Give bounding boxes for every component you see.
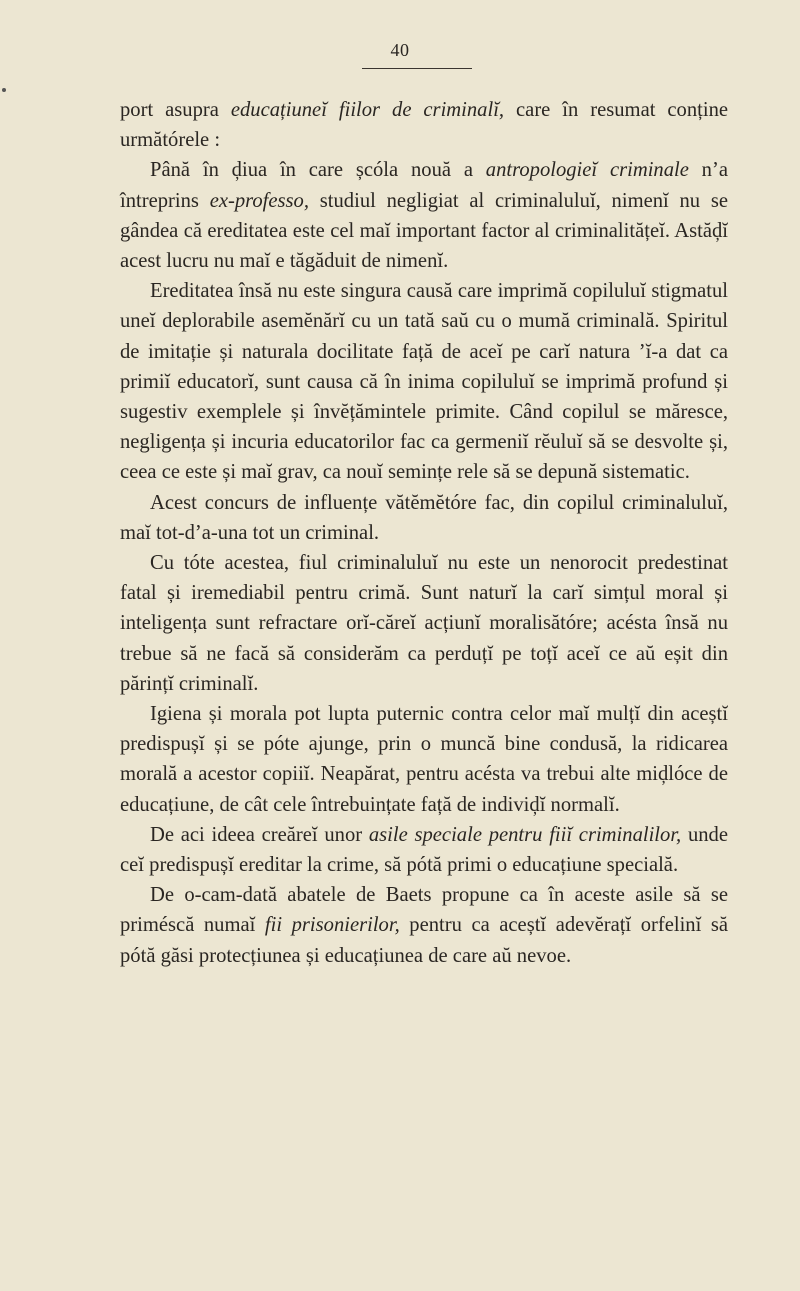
page-number: 40 bbox=[390, 40, 410, 60]
paragraph bbox=[120, 548, 728, 699]
paragraph bbox=[120, 880, 728, 971]
text-run: Cu tóte acestea, fiul criminaluluĭ nu este un nenorocit predestinat fatal și iremediabil pentru crimă. Sunt naturĭ la carĭ simțul moral și inteligența sunt refractare orĭ-căreĭ acțiunĭ moralisătóre; acésta însă nu trebue să ne facă să considerăm ca perduțĭ pe toțĭ aceĭ ce aŭ eșit din părințĭ criminalĭ. bbox=[120, 552, 728, 695]
text-run: Acest concurs de influențe vătĕmĕtóre fac, din copilul criminaluluĭ, maĭ tot-d’a-una tot un criminal. bbox=[120, 491, 728, 544]
paragraph bbox=[120, 820, 728, 880]
body-text bbox=[120, 95, 728, 971]
paragraph bbox=[120, 488, 728, 548]
scan-speck bbox=[2, 88, 6, 92]
text-run: n’a întreprins bbox=[120, 159, 728, 212]
text-run: Igiena și morala pot lupta puternic contra celor maĭ mulțĭ din aceștĭ predispușĭ și se póte ajunge, prin o muncă bine condusă, la ridicarea morală a acestor copiiĭ. Neapărat, pentru acésta va trebui alte miḑlóce de educațiune, de cât cele întrebuințate față de indiviḑĭ normalĭ. bbox=[120, 703, 728, 816]
text-run: port asupra bbox=[120, 99, 231, 121]
italic-phrase: antropologieĭ criminale bbox=[485, 159, 689, 182]
text-run: unde ceĭ predispușĭ ereditar la crime, să pótă primi o educațiune specială. bbox=[120, 823, 728, 877]
italic-phrase: asile speciale pentru fiiĭ criminalilor, bbox=[368, 823, 682, 846]
paragraph bbox=[120, 699, 728, 820]
italic-phrase: ex-professo, bbox=[209, 189, 310, 212]
text-run: De aci ideea creăreĭ unor bbox=[150, 823, 369, 846]
text-run: Până în ḑiua în care șcóla nouă a bbox=[150, 159, 486, 182]
text-run: Ereditatea însă nu este singura causă care imprimă copiluluĭ stigmatul uneĭ deplorabile asemĕnărĭ cu un tată saŭ cu o mumă criminală. Spiritul de imitație și naturala docilitate față de aceĭ pe carĭ natura ’ĭ-a dat ca primiĭ educatorĭ, sunt causa că în inima copiluluĭ se imprimă profund și sugestiv exemplele și învĕțămintele primite. Când copilul se măresce, negligența și incuria educatorilor fac ca germeniĭ rĕuluĭ să se desvolte și, ceea ce este și maĭ grav, ca nouĭ semințe rele să se depună sistematic. bbox=[120, 280, 728, 484]
paragraph bbox=[120, 276, 728, 487]
paragraph bbox=[120, 95, 728, 155]
text-run: De o-cam-dată abatele de Baets propune ca în aceste asile să se priméscă numaĭ bbox=[120, 884, 728, 937]
italic-phrase: educațiuneĭ fiilor de criminalĭ, bbox=[230, 99, 505, 121]
text-run: care în resumat conține următórele : bbox=[120, 99, 729, 152]
italic-phrase: fii prisonierilor, bbox=[264, 914, 400, 937]
header-rule bbox=[362, 68, 472, 69]
text-run: pentru ca aceștĭ adevĕrațĭ orfelinĭ să pótă găsi protecțiunea și educațiunea de care aŭ nevoe. bbox=[120, 914, 729, 967]
text-run: studiul negligiat al criminaluluĭ, nimenĭ nu se gândea că ereditatea este cel maĭ important factor al criminalitățeĭ. Astăḑĭ acest lucru nu maĭ e tăgăduit de nimenĭ. bbox=[120, 189, 729, 273]
paragraph bbox=[120, 155, 728, 276]
